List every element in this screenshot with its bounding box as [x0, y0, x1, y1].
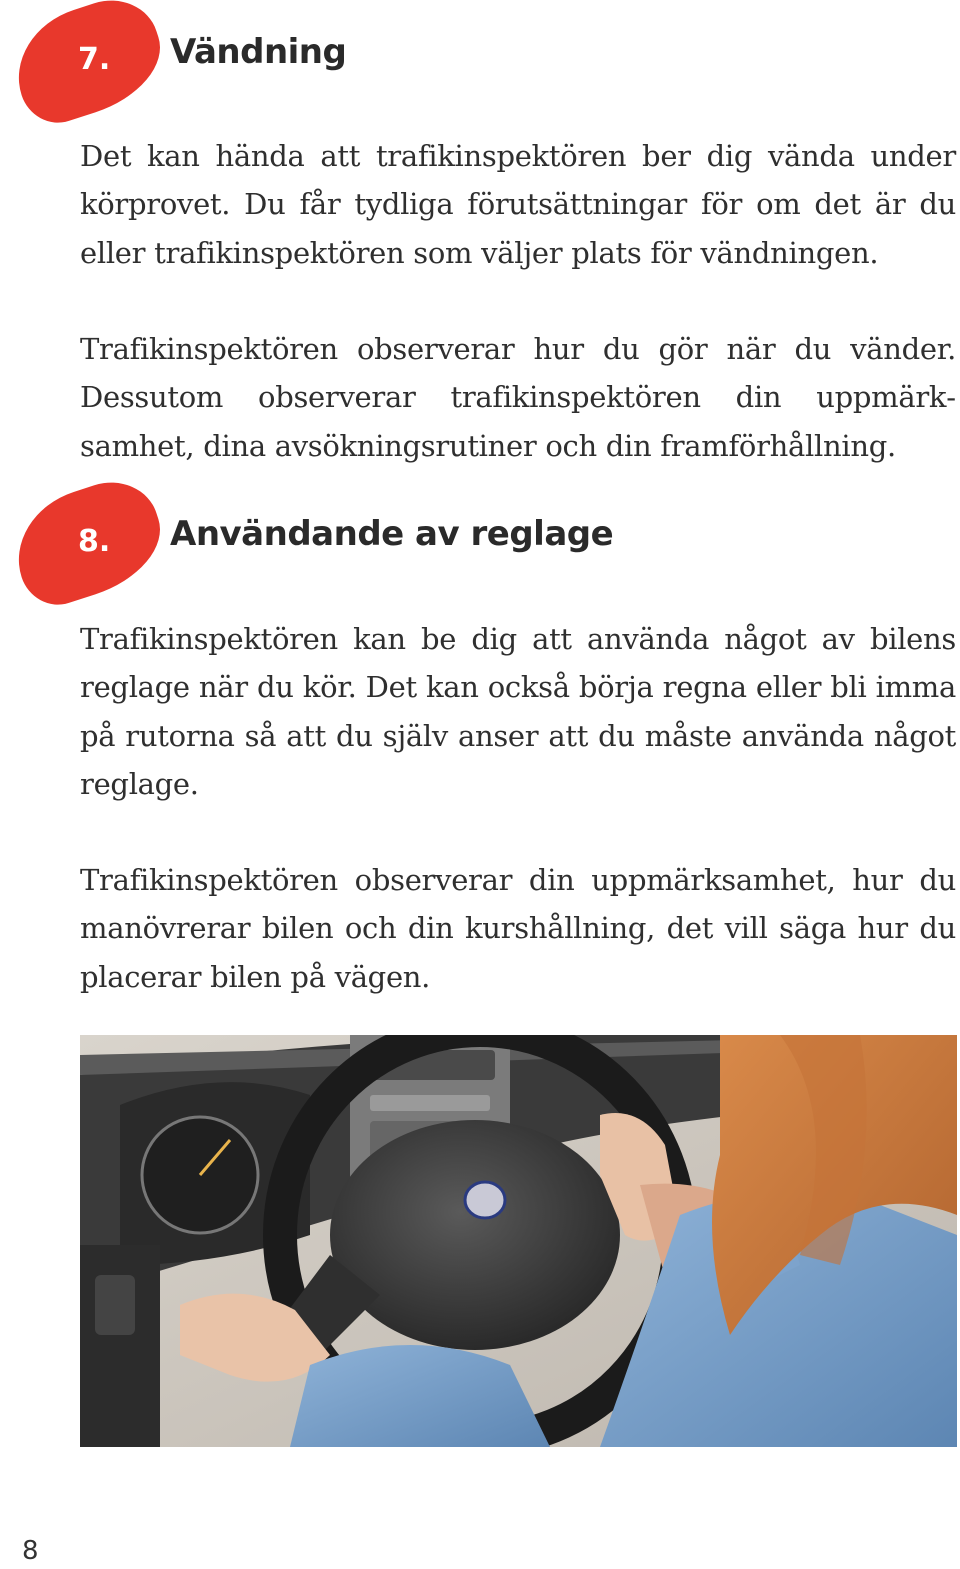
- paragraph: Trafikinspektören kan be dig att använda något av bilens reglage när du kör. Det kan också börja regna eller bli imma på rutorna så att du själv anser att du måste använda något reglage.: [80, 622, 956, 801]
- paragraph: Trafikinspektören observerar din uppmärksamhet, hur du manövrerar bilen och din kurshållning, det vill säga hur du placerar bilen på vägen.: [80, 863, 956, 994]
- section-number: 8.: [78, 524, 111, 559]
- section-number: 7.: [78, 42, 111, 77]
- driver-steering-wheel-photo: [80, 1035, 957, 1447]
- page-number: 8: [22, 1536, 39, 1566]
- section-title: Vändning: [170, 32, 347, 72]
- paragraph: Det kan hända att trafikinspektören ber dig vända under körprovet. Du får tydliga förutsättningar för om det är du eller trafikinspektören som väljer plats för vändningen.: [80, 139, 956, 270]
- section-7-header: [14, 8, 914, 120]
- paragraph: Trafikinspektören observerar hur du gör när du vänder. Dessutom observerar trafikinspektören din uppmärksamhet, dina avsökningsrutiner och din framförhållning.: [80, 332, 956, 463]
- section-8-header: [14, 490, 914, 602]
- section-title: Användande av reglage: [170, 514, 614, 554]
